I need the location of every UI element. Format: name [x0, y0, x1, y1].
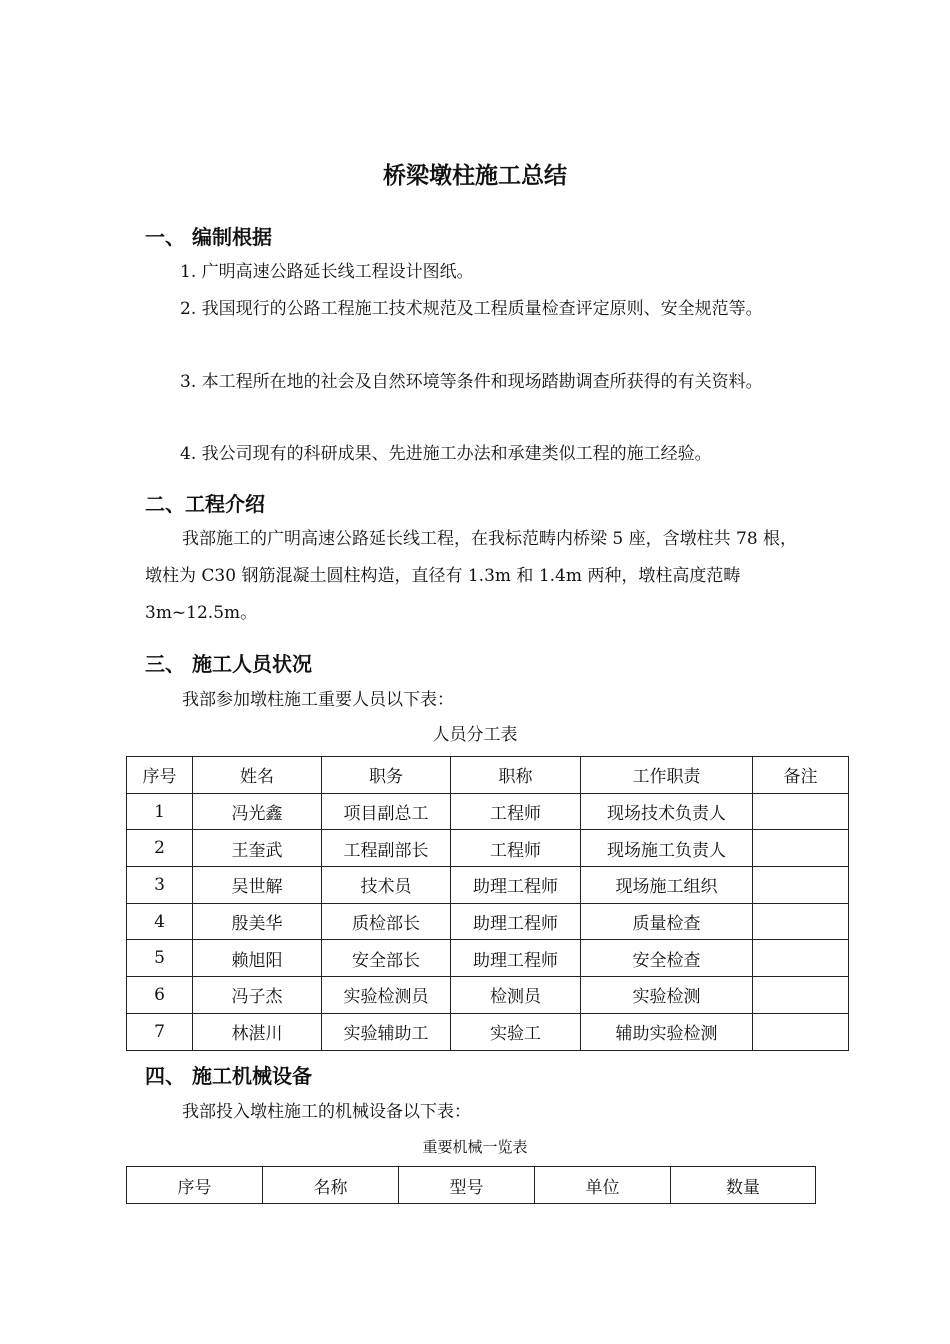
basis-item-4: 4. 我公司现有的科研成果、先进施工办法和承建类似工程的施工经验。 [180, 444, 712, 464]
table-cell: 殷美华 [193, 903, 322, 940]
table-cell: 技术员 [322, 867, 451, 904]
table-cell: 现场技术负责人 [581, 793, 753, 830]
table-row [127, 1013, 849, 1050]
header-cell: 职称 [451, 757, 581, 794]
table-row [127, 903, 849, 940]
project-intro-text: 我部施工的广明高速公路延长线工程，在我标范畴内桥梁 5 座，含墩柱共 78 根，墩柱为 C30 钢筋混凝土圆柱构造，直径有 1.3m 和 1.4m 两种，墩柱高度范畴 3m~12.5m。 [145, 529, 798, 623]
staff-table-caption: 人员分工表 [432, 725, 518, 745]
table-row [127, 793, 849, 830]
table-cell: 1 [127, 793, 193, 830]
table-cell: 现场施工负责人 [581, 830, 753, 867]
table-cell: 检测员 [451, 977, 581, 1014]
table-cell: 项目副总工 [322, 793, 451, 830]
staff-intro-text: 我部参加墩柱施工重要人员以下表： [182, 690, 454, 710]
table-cell: 辅助实验检测 [581, 1013, 753, 1050]
table-cell: 6 [127, 977, 193, 1014]
table-cell: 2 [127, 830, 193, 867]
table-cell: 工程副部长 [322, 830, 451, 867]
section-heading-basis: 一、 编制根据 [145, 225, 272, 249]
table-cell: 3 [127, 867, 193, 904]
section-heading-intro: 二、工程介绍 [145, 492, 265, 516]
table-cell: 助理工程师 [451, 867, 581, 904]
table-cell: 助理工程师 [451, 903, 581, 940]
table-cell: 安全部长 [322, 940, 451, 977]
table-cell [753, 793, 849, 830]
section-heading-staff: 三、 施工人员状况 [145, 652, 312, 676]
table-row [127, 940, 849, 977]
table-cell: 实验辅助工 [322, 1013, 451, 1050]
table-cell: 质量检查 [581, 903, 753, 940]
table-cell [753, 977, 849, 1014]
table-header-row [127, 757, 849, 794]
table-cell: 实验检测 [581, 977, 753, 1014]
header-cell: 序号 [127, 1167, 263, 1204]
header-cell: 型号 [399, 1167, 535, 1204]
table-cell: 质检部长 [322, 903, 451, 940]
table-cell: 吴世解 [193, 867, 322, 904]
header-cell: 职务 [322, 757, 451, 794]
header-cell: 备注 [753, 757, 849, 794]
table-cell [753, 830, 849, 867]
basis-item-1: 1. 广明高速公路延长线工程设计图纸。 [180, 262, 474, 282]
table-cell [753, 1013, 849, 1050]
machinery-table-caption: 重要机械一览表 [422, 1138, 528, 1156]
table-cell: 实验工 [451, 1013, 581, 1050]
table-cell: 冯子杰 [193, 977, 322, 1014]
basis-item-2: 2. 我国现行的公路工程施工技术规范及工程质量检查评定原则、安全规范等。 [180, 299, 763, 319]
table-cell: 现场施工组织 [581, 867, 753, 904]
header-cell: 工作职责 [581, 757, 753, 794]
table-cell: 工程师 [451, 793, 581, 830]
table-cell: 林湛川 [193, 1013, 322, 1050]
table-cell [753, 867, 849, 904]
table-cell: 4 [127, 903, 193, 940]
header-cell: 数量 [671, 1167, 816, 1204]
table-row [127, 830, 849, 867]
header-cell: 单位 [535, 1167, 671, 1204]
table-cell: 助理工程师 [451, 940, 581, 977]
table-header-row [127, 1167, 816, 1204]
table-cell: 王奎武 [193, 830, 322, 867]
header-cell: 序号 [127, 757, 193, 794]
section-heading-machinery: 四、 施工机械设备 [145, 1064, 312, 1088]
table-cell: 安全检查 [581, 940, 753, 977]
document-title: 桥梁墩柱施工总结 [383, 162, 567, 189]
table-cell [753, 903, 849, 940]
table-cell: 实验检测员 [322, 977, 451, 1014]
table-cell: 5 [127, 940, 193, 977]
basis-item-3: 3. 本工程所在地的社会及自然环境等条件和现场踏勘调查所获得的有关资料。 [180, 372, 763, 392]
table-cell: 冯光鑫 [193, 793, 322, 830]
machinery-table [126, 1166, 816, 1204]
table-cell: 工程师 [451, 830, 581, 867]
table-row [127, 977, 849, 1014]
machinery-intro-text: 我部投入墩柱施工的机械设备以下表： [182, 1102, 471, 1122]
header-cell: 名称 [263, 1167, 399, 1204]
table-cell: 7 [127, 1013, 193, 1050]
table-row [127, 867, 849, 904]
table-cell [753, 940, 849, 977]
table-cell: 赖旭阳 [193, 940, 322, 977]
staff-table [126, 756, 849, 1051]
header-cell: 姓名 [193, 757, 322, 794]
